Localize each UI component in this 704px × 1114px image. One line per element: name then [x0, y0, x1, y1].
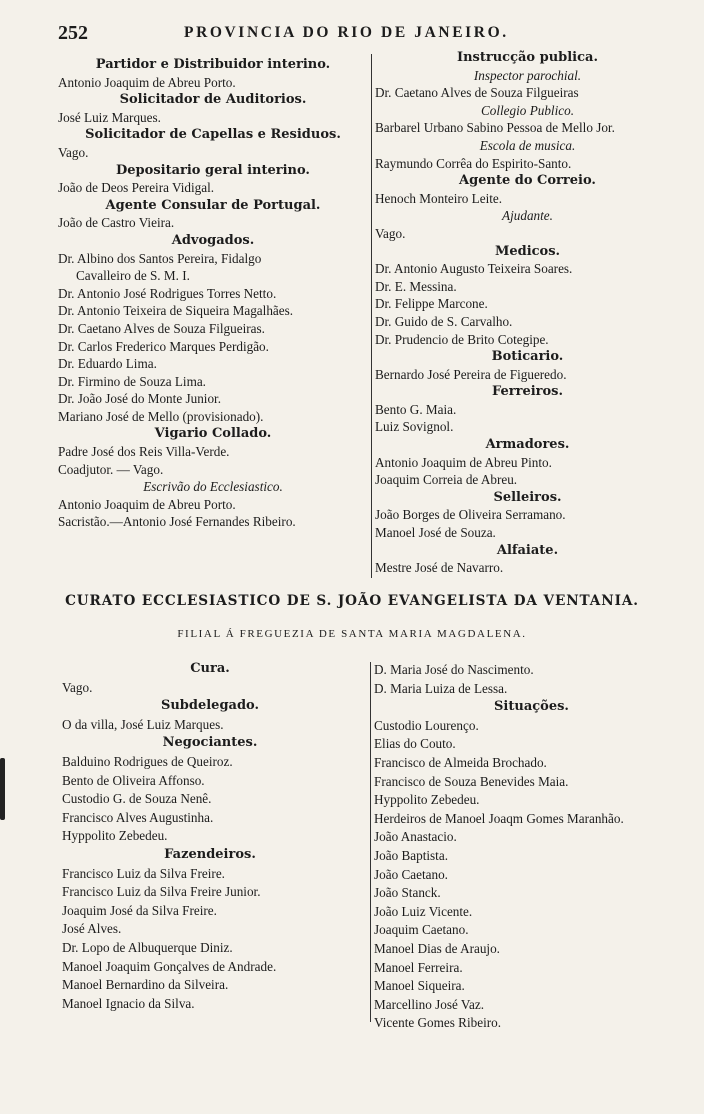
entry: Dr. Eduardo Lima. — [58, 356, 157, 372]
page-title: PROVINCIA DO RIO DE JANEIRO. — [184, 24, 509, 41]
entry: Marcellino José Vaz. — [374, 996, 484, 1012]
subheading: Escola de musica. — [479, 137, 576, 153]
upper-column-divider — [371, 54, 372, 578]
section-heading: Armadores. — [485, 437, 570, 453]
entry: Antonio Joaquim de Abreu Pinto. — [375, 454, 552, 470]
subheading: Collegio Publico. — [480, 102, 575, 118]
entry: Joaquim Correia de Abreu. — [375, 472, 518, 488]
section-heading: Fazendeiros. — [164, 846, 256, 862]
section-heading: Subdelegado. — [160, 698, 260, 714]
entry: Joaquim José da Silva Freire. — [62, 902, 217, 918]
entry: Dr. Caetano Alves de Souza Filgueiras — [375, 85, 579, 101]
section-subtitle: FILIAL Á FREGUEZIA DE SANTA MARIA MAGDALENA. — [177, 628, 527, 640]
entry: Custodio G. de Souza Nenê. — [62, 791, 212, 807]
upper-right-column — [375, 49, 680, 577]
section-heading: Agente do Correio. — [459, 173, 596, 189]
entry: Manoel Siqueira. — [374, 978, 465, 994]
entry: Henoch Monteiro Leite. — [375, 190, 503, 206]
entry: João Stanck. — [374, 885, 441, 901]
section-heading: Advogados. — [171, 232, 255, 248]
entry: Dr. Prudencio de Brito Cotegipe. — [375, 331, 549, 347]
entry: João de Castro Vieira. — [58, 215, 175, 231]
entry: Vago. — [62, 679, 93, 695]
entry: João Luiz Vicente. — [374, 903, 473, 919]
entry: Vago. — [375, 225, 406, 241]
entry: Manoel Dias de Araujo. — [374, 940, 500, 956]
section-heading: Cura. — [190, 661, 230, 676]
subheading: Ajudante. — [502, 208, 553, 224]
page-number: 252 — [58, 22, 88, 44]
entry: Dr. João José do Monte Junior. — [58, 391, 222, 407]
entry: Manoel Ferreira. — [374, 959, 463, 975]
entry: D. Maria Luiza de Lessa. — [374, 680, 508, 696]
entry: Dr. Antonio Teixeira de Siqueira Magalhães. — [58, 303, 294, 319]
section-heading: Alfaiate. — [496, 542, 559, 558]
entry: Bento de Oliveira Affonso. — [62, 772, 205, 788]
entry: João Borges de Oliveira Serramano. — [375, 507, 566, 523]
binding-edge-mark — [0, 758, 5, 820]
section-heading: Solicitador de Auditorios. — [119, 92, 307, 108]
entry: Francisco Alves Augustinha. — [62, 809, 214, 825]
entry: Balduino Rodrigues de Queiroz. — [62, 753, 233, 769]
entry: Dr. Felippe Marcone. — [375, 296, 488, 312]
entry: Dr. Carlos Frederico Marques Perdigão. — [58, 338, 269, 354]
entry: João Caetano. — [374, 866, 448, 882]
entry: Elias do Couto. — [374, 736, 456, 752]
entry: Joaquim Caetano. — [374, 922, 469, 938]
section-heading: Vigario Collado. — [154, 426, 272, 442]
entry: Hyppolito Zebedeu. — [374, 792, 480, 808]
section-heading: Negociantes. — [162, 735, 258, 751]
entry: Francisco de Almeida Brochado. — [374, 754, 547, 770]
entry: Dr. Caetano Alves de Souza Filgueiras. — [58, 320, 265, 336]
entry: Cavalleiro de S. M. I. — [76, 268, 190, 284]
lower-column-divider — [370, 662, 371, 1022]
entry: Hyppolito Zebedeu. — [62, 828, 168, 844]
entry: Barbarel Urbano Sabino Pessoa de Mello Jor. — [375, 120, 615, 136]
entry: Mariano José de Mello (provisionado). — [58, 408, 264, 424]
entry: Dr. Albino dos Santos Pereira, Fidalgo — [58, 250, 262, 266]
entry: Bernardo José Pereira de Figueredo. — [375, 366, 567, 382]
entry: Francisco Luiz da Silva Freire Junior. — [62, 884, 261, 900]
section-heading: Situações. — [494, 699, 569, 715]
entry: Mestre José de Navarro. — [375, 560, 504, 576]
entry: Custodio Lourenço. — [374, 717, 479, 733]
section-heading: Solicitador de Capellas e Residuos. — [85, 127, 341, 143]
entry: Francisco de Souza Benevides Maia. — [374, 773, 569, 789]
section-heading: Depositario geral interino. — [116, 162, 310, 178]
entry: O da villa, José Luiz Marques. — [62, 716, 224, 732]
entry: Vago. — [58, 144, 89, 160]
section-heading: Selleiros. — [493, 489, 562, 505]
section-heading: Ferreiros. — [491, 384, 564, 400]
lower-right-column — [374, 661, 689, 1033]
entry: Manoel Bernardino da Silveira. — [62, 977, 229, 993]
entry: José Luiz Marques. — [58, 109, 161, 125]
entry: José Alves. — [62, 921, 122, 937]
entry: Dr. Antonio Augusto Teixeira Soares. — [375, 261, 573, 277]
entry: Dr. Lopo de Albuquerque Diniz. — [62, 939, 233, 955]
entry: Francisco Luiz da Silva Freire. — [62, 865, 225, 881]
lower-left-column — [62, 660, 358, 1013]
entry: Dr. E. Messina. — [375, 278, 457, 294]
page-header — [58, 22, 688, 48]
entry: Antonio Joaquim de Abreu Porto. — [58, 74, 236, 90]
entry: Manoel Ignacio da Silva. — [62, 995, 195, 1011]
entry: João de Deos Pereira Vidigal. — [58, 180, 215, 196]
section-heading: Boticario. — [491, 349, 564, 365]
section-heading: Agente Consular de Portugal. — [105, 197, 321, 213]
entry: Manoel Joaquim Gonçalves de Andrade. — [62, 958, 277, 974]
entry: D. Maria José do Nascimento. — [374, 662, 534, 677]
subheading: Escrivão do Ecclesiastico. — [143, 479, 283, 495]
entry: Sacristão.—Antonio José Fernandes Ribeiro. — [58, 514, 296, 530]
entry: Raymundo Corrêa do Espirito-Santo. — [375, 155, 572, 171]
entry: Padre José dos Reis Villa-Verde. — [58, 444, 230, 460]
entry: Vicente Gomes Ribeiro. — [374, 1015, 502, 1031]
entry: Bento G. Maia. — [375, 401, 457, 417]
entry: Luiz Sovignol. — [375, 419, 454, 435]
entry: João Anastacio. — [374, 829, 457, 845]
entry: Antonio Joaquim de Abreu Porto. — [58, 496, 236, 512]
upper-left-column — [58, 56, 368, 531]
section-title: CURATO ECCLESIASTICO DE S. JOÃO EVANGELISTA DA VENTANIA. — [65, 593, 639, 609]
section-heading: Partidor e Distribuidor interino. — [95, 57, 331, 72]
entry: Coadjutor. — Vago. — [58, 461, 164, 477]
entry: Dr. Antonio José Rodrigues Torres Netto. — [58, 285, 277, 301]
section-heading: Medicos. — [494, 243, 561, 259]
entry: Manoel José de Souza. — [375, 525, 496, 541]
entry: Herdeiros de Manoel Joaqm Gomes Maranhão. — [374, 810, 624, 826]
subheading: Inspector parochial. — [473, 67, 582, 83]
section-heading: Instrucção publica. — [457, 50, 598, 65]
entry: João Baptista. — [374, 847, 448, 863]
entry: Dr. Guido de S. Carvalho. — [375, 313, 513, 329]
entry: Dr. Firmino de Souza Lima. — [58, 373, 206, 389]
